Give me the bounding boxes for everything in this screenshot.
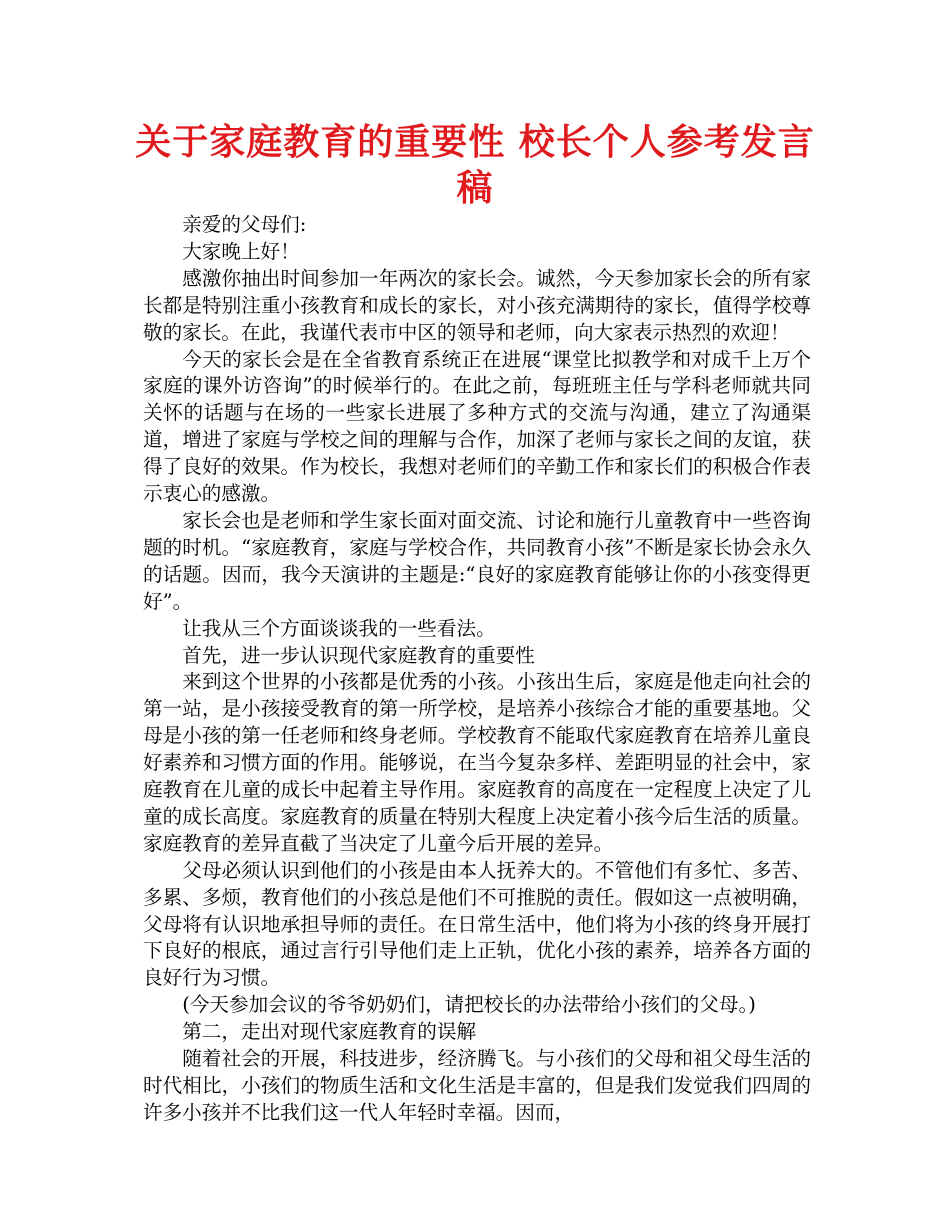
section-heading: 首先，进一步认识现代家庭教育的重要性 — [182, 643, 535, 667]
body-paragraph: 随着社会的开展，科技进步，经济腾飞。与小孩们的父母和祖父母生活的时代相比，小孩们的物质生活和文化生活是丰富的，但是我们发觉我们四周的许多小孩并不比我们这一代人年轻时幸福。因而， — [143, 1047, 811, 1124]
body-paragraph: 今天的家长会是在全省教育系统正在进展“课堂比拟教学和对成千上万个家庭的课外访咨询”的时候举行的。在此之前，每班班主任与学科老师就共同关怀的话题与在场的一些家长进展了多种方式的交流与沟通，建立了沟通渠道，增进了家庭与学校之间的理解与合作，加深了老师与家长之间的友谊，获得了良好的效果。作为校长，我想对老师们的辛勤工作和家长们的积极合作表示衷心的感激。 — [143, 347, 811, 506]
document-title: 关于家庭教育的重要性 校长个人参考发言稿 — [135, 122, 815, 209]
body-paragraph: 来到这个世界的小孩都是优秀的小孩。小孩出生后，家庭是他走向社会的第一站，是小孩接受教育的第一所学校，是培养小孩综合才能的重要基地。父母是小孩的第一任老师和终身老师。学校教育不能取代家庭教育在培养儿童良好素养和习惯方面的作用。能够说，在当今复杂多样、差距明显的社会中，家庭教育在儿童的成长中起着主导作用。家庭教育的高度在一定程度上决定了儿童的成长高度。家庭教育的质量在特别大程度上决定着小孩今后生活的质量。家庭教育的差异直截了当决定了儿童今后开展的差异。 — [143, 670, 811, 855]
body-paragraph: 家长会也是老师和学生家长面对面交流、讨论和施行儿童教育中一些咨询题的时机。“家庭教育，家庭与学校合作，共同教育小孩”不断是家长协会永久的话题。因而，我今天演讲的主题是:“良好的家庭教育能够让你的小孩变得更好”。 — [143, 508, 811, 613]
salutation: 亲爱的父母们: — [182, 213, 307, 236]
body-paragraph: (今天参加会议的爷爷奶奶们，请把校长的办法带给小孩们的父母。) — [182, 993, 756, 1017]
section-heading: 第二，走出对现代家庭教育的误解 — [182, 1020, 477, 1044]
greeting: 大家晚上好！ — [182, 239, 300, 263]
body-paragraph: 感激你抽出时间参加一年两次的家长会。诚然，今天参加家长会的所有家长都是特别注重小孩教育和成长的家长，对小孩充满期待的家长，值得学校尊敬的家长。在此，我谨代表市中区的领导和老师，向大家表示热烈的欢迎！ — [143, 266, 811, 344]
document-body — [143, 212, 811, 1127]
body-paragraph: 父母必须认识到他们的小孩是由本人抚养大的。不管他们有多忙、多苦、多累、多烦，教育他们的小孩总是他们不可推脱的责任。假如这一点被明确，父母将有认识地承担导师的责任。在日常生活中，他们将为小孩的终身开展打下良好的根底，通过言行引导他们走上正轨，优化小孩的素养，培养各方面的良好行为习惯。 — [143, 858, 811, 990]
body-paragraph: 让我从三个方面谈谈我的一些看法。 — [182, 616, 496, 640]
